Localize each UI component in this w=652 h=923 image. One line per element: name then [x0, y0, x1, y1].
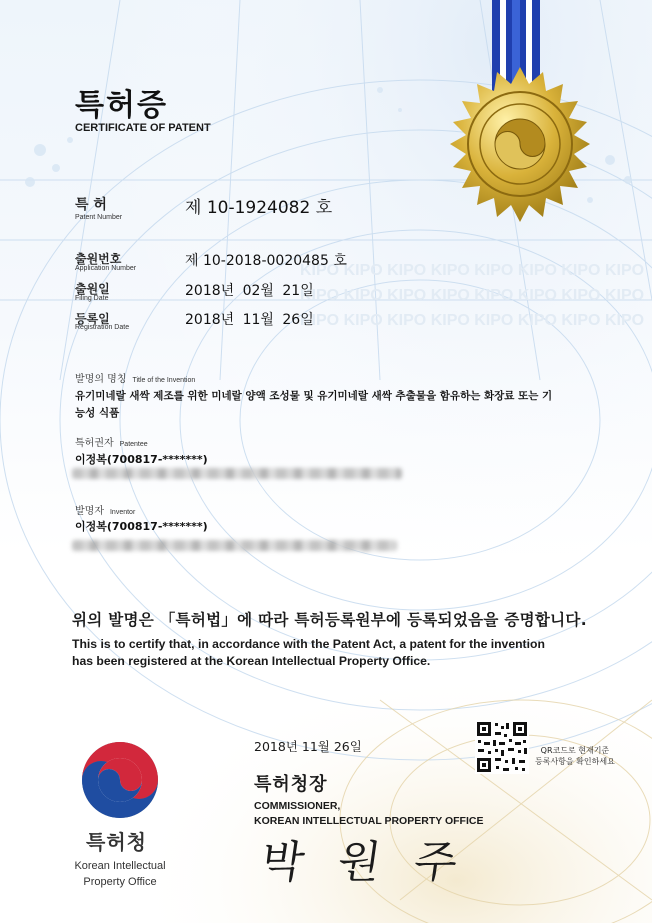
watermark-text: KIPO KIPO KIPO KIPO KIPO KIPO KIPO KIPO: [300, 312, 645, 329]
inventor-name: 이정복(700817-*******): [75, 520, 208, 533]
qr-instruction: [535, 745, 615, 767]
qr-instruction-line: 등록사항을 확인하세요: [535, 757, 615, 766]
certification-statement-ko: 위의 발명은 「특허법」에 따라 특허등록원부에 등록되었음을 증명합니다.: [72, 611, 587, 629]
commissioner-signature: 박 원 주: [257, 837, 471, 888]
certificate-title: 특허증: [75, 88, 168, 123]
registration-date-label-en: Registration Date: [75, 324, 130, 331]
qr-instruction-line: QR코드로 현재기준: [540, 746, 610, 755]
certification-statement-en: This is to certify that, in accordance with the Patent Act, a patent for the invention: [72, 637, 545, 651]
qr-code-icon[interactable]: [475, 720, 529, 774]
issue-date: 2018년 11월 26일: [254, 739, 362, 754]
patent-number-value: 제 10-1924082 호: [185, 198, 333, 218]
certificate-title-en: CERTIFICATE OF PATENT: [75, 122, 211, 134]
patentee-label-en: Patentee: [119, 441, 148, 448]
filing-date-label: 출원일: [75, 282, 110, 296]
patent-number-label-en: Patent Number: [75, 214, 123, 221]
registration-date-label: 등록일: [75, 312, 110, 326]
patentee-name: 이정복(700817-*******): [75, 453, 208, 466]
office-name-ko: 특허청: [86, 830, 147, 854]
commissioner-title-en: COMMISSIONER,: [254, 800, 341, 812]
office-name-en: Property Office: [83, 876, 157, 888]
application-number-label: 출원번호: [75, 252, 122, 266]
invention-title-line: 능성 식품: [75, 407, 120, 419]
invention-title-label: [75, 370, 195, 385]
patentee-label: [75, 434, 148, 449]
application-number-label-en: Application Number: [75, 265, 137, 272]
inventor-label: [75, 502, 135, 517]
watermark-text: KIPO KIPO KIPO KIPO KIPO KIPO KIPO KIPO: [300, 287, 645, 304]
inventor-label-en: Inventor: [109, 509, 136, 516]
kipo-logo-icon: [78, 738, 162, 822]
inventor-label-ko: 발명자: [75, 506, 104, 517]
redacted-address: [72, 540, 397, 551]
redacted-address: [72, 468, 402, 479]
gold-seal-icon: [435, 62, 605, 252]
filing-date-label-en: Filing Date: [75, 295, 109, 302]
invention-title-line: 유기미네랄 새싹 제조를 위한 미네랄 양액 조성물 및 유기미네랄 새싹 추출물을 함유하는 화장료 또는 기: [75, 390, 553, 402]
registration-date-value: 2018년 11월 26일: [185, 312, 314, 328]
certification-statement-en: has been registered at the Korean Intellectual Property Office.: [72, 654, 431, 668]
watermark-text: KIPO KIPO KIPO KIPO KIPO KIPO KIPO KIPO: [300, 262, 645, 279]
commissioner-title: 특허청장: [254, 774, 328, 795]
filing-date-value: 2018년 02월 21일: [185, 283, 314, 299]
office-name-en: Korean Intellectual: [74, 860, 166, 872]
patentee-label-ko: 특허권자: [75, 438, 114, 449]
patent-number-label: 특 허: [75, 197, 107, 213]
commissioner-title-en: KOREAN INTELLECTUAL PROPERTY OFFICE: [254, 815, 484, 827]
invention-title-label-en: Title of the Invention: [132, 377, 196, 384]
application-number-value: 제 10-2018-0020485 호: [185, 253, 347, 269]
invention-title-label-ko: 발명의 명칭: [75, 374, 127, 385]
